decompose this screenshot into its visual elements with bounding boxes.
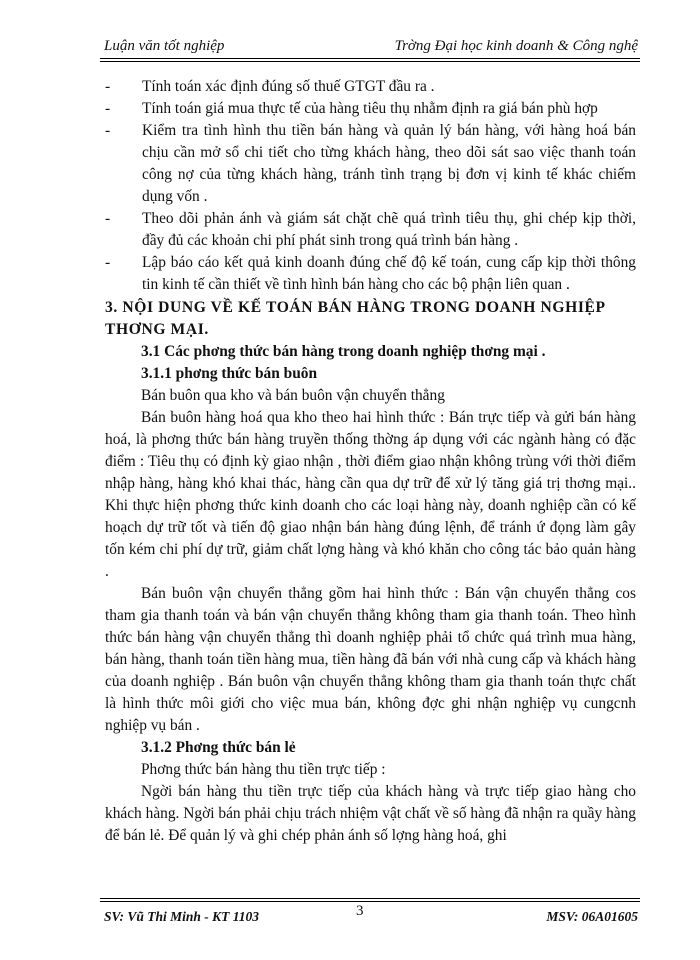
page-footer xyxy=(100,898,640,928)
list-item: - Kiểm tra tình hình thu tiền bán hàng và quản lý bán hàng, với hàng hoá bán chịu cần mở sổ chi tiết cho từng khách hàng, theo dõi sát sao việc thanh toán công nợ của từng khách hàng, tránh tình trạng bị đơn vị kinh tế khác chiếm dụng vốn . xyxy=(105,120,636,208)
subsection-3-1-2-heading: 3.1.2 Phơng thức bán lẻ xyxy=(141,739,296,756)
page-header xyxy=(100,36,640,60)
list-item: - Tính toán xác định đúng số thuế GTGT đầu ra . xyxy=(105,76,636,98)
header-thesis-label: Luận văn tốt nghiệp xyxy=(104,38,225,54)
list-item: - Theo dõi phản ánh và giám sát chặt chẽ quá trình tiêu thụ, ghi chép kịp thời, đầy đủ các khoản chi phí phát sinh trong quá trình bán hàng . xyxy=(105,208,636,252)
list-item: - Tính toán giá mua thực tế của hàng tiêu thụ nhằm định ra giá bán phù hợp xyxy=(105,98,636,120)
footer-student: SV: Vũ Thi Minh - KT 1103 xyxy=(104,909,260,924)
header-university: Trờng Đại học kinh doanh & Công nghệ xyxy=(394,38,638,54)
task-bullet-list xyxy=(105,76,636,296)
footer-rule-top xyxy=(100,898,640,899)
subsection-3-1-1-heading: 3.1.1 phơng thức bán buôn xyxy=(141,365,318,382)
footer-rule-bottom xyxy=(100,901,640,902)
wholesale-types-line: Bán buôn qua kho và bán buôn vận chuyển thẳng xyxy=(141,387,445,404)
paragraph-wholesale-direct: Bán buôn vận chuyển thẳng gồm hai hình thức : Bán vận chuyển thẳng cos tham gia thanh toán và bán vận chuyển thẳng không tham gia thanh toán. Theo hình thức bán hàng vận chuyển thẳng thì doanh nghiệp phải tổ chức quá trình mua hàng, bán hàng, thanh toán tiền hàng mua, tiền hàng đã bán với nhà cung cấp và khách hàng của doanh nghiệp . Bán buôn vận chuyển thẳng không tham gia thanh toán thực chất là hình thức môi giới cho việc mua bán, không đợc ghi nhận nghiệp vụ cungcnh nghiệp vụ bán . xyxy=(105,585,636,734)
header-rule-top xyxy=(100,58,640,59)
page-number: 3 xyxy=(356,903,364,919)
header-rule-bottom xyxy=(100,61,640,62)
subsection-3-1-heading: 3.1 Các phơng thức bán hàng trong doanh nghiệp thơng mại . xyxy=(141,343,546,360)
paragraph-wholesale-warehouse: Bán buôn hàng hoá qua kho theo hai hình thức : Bán trực tiếp và gửi bán hàng hoá, là phơng thức bán hàng truyền thống thờng áp dụng với các ngành hàng có đặc điểm : Tiêu thụ có định kỳ giao nhận , thời điểm giao nhận không trùng với thời điểm nhập hàng, hàng khó khai thác, hàng cần qua dự trữ để xử lý tăng giá trị thơng mại.. Khi thực hiện phơng thức kinh doanh cho các loại hàng này, doanh nghiệp cần có kế hoạch dự trữ tốt và tiến độ giao nhận bán hàng đúng lệnh, để tránh ứ đọng làm gây tốn kém chi phí dự trữ, giảm chất lợng hàng và khó khăn cho công tác bảo quản hàng . xyxy=(105,409,636,580)
footer-student-id: MSV: 06A01605 xyxy=(546,909,638,924)
retail-method-line: Phơng thức bán hàng thu tiền trực tiếp : xyxy=(141,761,386,778)
section-heading: 3. NỘI DUNG VỀ KẾ TOÁN BÁN HÀNG TRONG DOANH NGHIỆP THƠNG MẠI. xyxy=(105,299,605,338)
paragraph-retail: Ngời bán hàng thu tiền trực tiếp của khách hàng và trực tiếp giao hàng cho khách hàng. Ngời bán phải chịu trách nhiệm vật chất về số hàng đã nhận ra quầy hàng để bán lẻ. Để quản lý và ghi chép phản ánh số lợng hàng hoá, ghi xyxy=(105,783,636,844)
list-item: - Lập báo cáo kết quả kinh doanh đúng chế độ kế toán, cung cấp kịp thời thông tin kinh tế cần thiết về tình hình bán hàng cho các bộ phận liên quan . xyxy=(105,252,636,296)
page-body xyxy=(105,76,636,847)
